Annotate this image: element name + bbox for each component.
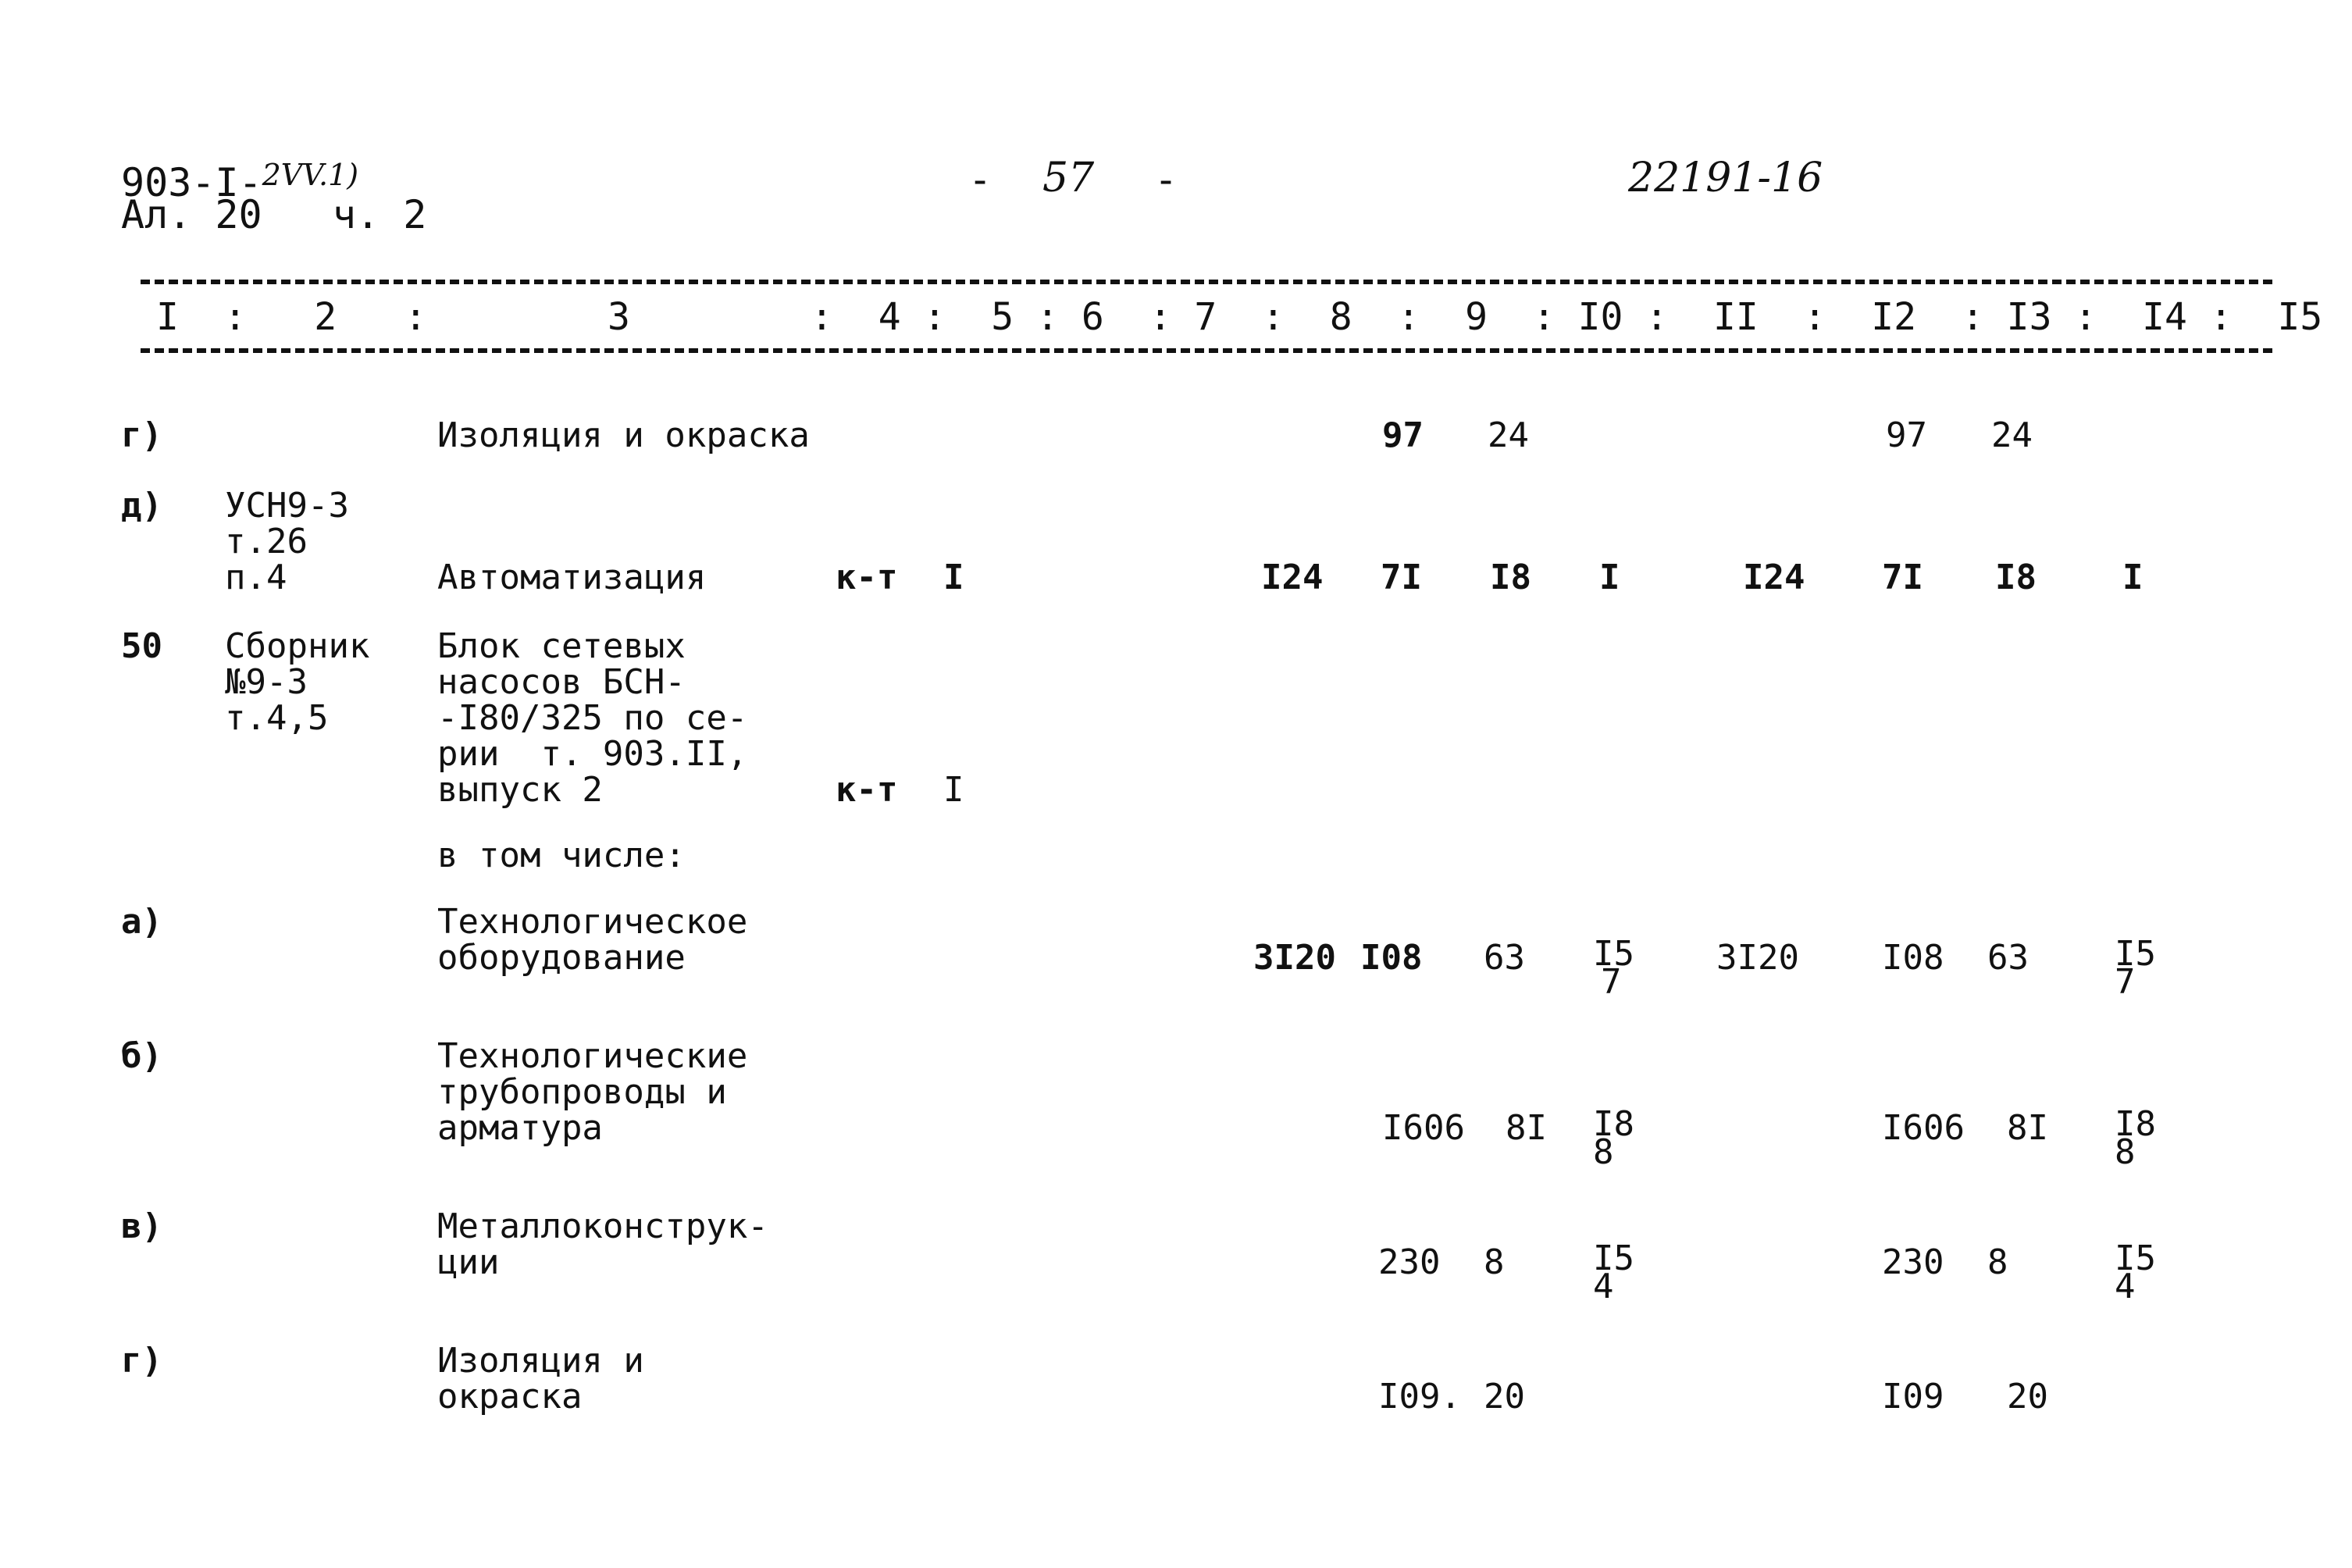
cell-col14: 63: [1987, 938, 2029, 978]
row-quantity: I: [943, 558, 964, 597]
row-marker: в): [121, 1206, 162, 1246]
cell-line: I8: [1593, 1104, 1634, 1144]
cell-col13: 7I: [1882, 558, 1923, 597]
row-marker: г): [121, 415, 162, 455]
name-line: насосов БСН-: [437, 662, 686, 702]
name-line: ции: [437, 1242, 500, 1282]
cell-line: I5: [2115, 934, 2156, 974]
cell-col12: 3I20: [1716, 938, 1799, 978]
cell-line: 4: [2115, 1267, 2136, 1306]
reference-line: п.4: [225, 558, 287, 597]
cell-line: I5: [1593, 1238, 1634, 1278]
row-name: [437, 1206, 768, 1282]
archive-number: 22191-16: [1628, 155, 1823, 201]
cell-col9: 7I: [1381, 558, 1422, 597]
name-line: окраска: [437, 1377, 583, 1417]
column-header-row: I : 2 : 3 : 4 : 5 : 6 : 7 : 8 : 9 : I0 : II : I2 : I3 : I4 : I5: [156, 295, 2323, 339]
cell-line: 8: [2115, 1132, 2136, 1172]
row-quantity: I: [943, 770, 964, 810]
cell-line: I5: [1593, 934, 1634, 974]
cell-line: 8: [1593, 1132, 1614, 1172]
name-line: выпуск 2: [437, 770, 603, 810]
cell-line: 7: [1601, 962, 1622, 1002]
cell-col11: [1593, 1104, 1634, 1172]
name-line: Изоляция и: [437, 1341, 644, 1381]
cell-col8: 3I20: [1253, 938, 1336, 978]
name-line: арматура: [437, 1108, 603, 1148]
reference-line: Сборник: [225, 626, 370, 666]
name-line: трубопроводы и: [437, 1072, 727, 1112]
page-number: 57: [1042, 155, 1095, 201]
row-reference: [225, 626, 370, 738]
row-name: Автоматизация: [437, 558, 707, 597]
cell-line: I8: [2115, 1104, 2156, 1144]
cell-col10: 24: [1488, 415, 1529, 455]
cell-col9: I08: [1360, 938, 1423, 978]
cell-col9: 230: [1378, 1242, 1441, 1282]
cell-col11: [1593, 1238, 1634, 1306]
row-marker: д): [121, 486, 162, 526]
row-unit: к-т: [836, 770, 898, 810]
header-bottom-rule: [141, 348, 2272, 353]
row-marker: а): [121, 902, 162, 942]
row-marker: г): [121, 1341, 162, 1381]
including-label: в том числе:: [437, 836, 686, 875]
cell-col8: I24: [1261, 558, 1324, 597]
page-dash-left: -: [968, 157, 992, 202]
row-name: [437, 1036, 748, 1148]
cell-col11: I: [1599, 558, 1620, 597]
cell-col10: I8: [1490, 558, 1531, 597]
row-unit: к-т: [836, 558, 898, 597]
cell-col10: 8I: [1506, 1108, 1547, 1148]
name-line: Технологическое: [437, 902, 748, 942]
cell-col13: I09: [1882, 1377, 1944, 1417]
cell-col9: I09.: [1378, 1377, 1461, 1417]
cell-col10: 8: [1484, 1242, 1505, 1282]
sheet-line: Ал. 20 ч. 2: [121, 192, 427, 237]
name-line: Блок сетевых: [437, 626, 686, 666]
reference-line: т.4,5: [225, 698, 329, 738]
cell-col10: 63: [1484, 938, 1525, 978]
cell-col14: I8: [1995, 558, 2037, 597]
cell-col15: [2115, 934, 2156, 1002]
cell-line: 4: [1593, 1267, 1614, 1306]
row-name: [437, 626, 748, 810]
cell-col15: I: [2122, 558, 2144, 597]
cell-col14: 20: [2007, 1377, 2048, 1417]
cell-col15: [2115, 1238, 2156, 1306]
cell-col13: 97: [1886, 415, 1927, 455]
row-name: [437, 904, 747, 976]
name-line: оборудование: [437, 938, 686, 978]
cell-col10: 20: [1484, 1377, 1525, 1417]
cell-col12: I24: [1743, 558, 1805, 597]
cell-col14: 24: [1991, 415, 2033, 455]
row-number: 50: [121, 626, 162, 666]
header-top-rule: [141, 280, 2272, 284]
cell-col13: I606: [1882, 1108, 1965, 1148]
row-name: [437, 1343, 644, 1415]
cell-line: I5: [2115, 1238, 2156, 1278]
page-dash-right: -: [1154, 157, 1178, 202]
reference-line: УСН9-3: [225, 486, 349, 526]
name-line: Металлоконструк-: [437, 1206, 768, 1246]
cell-col13: I08: [1882, 938, 1944, 978]
row-reference: [225, 488, 349, 596]
reference-line: №9-3: [225, 662, 308, 702]
document-code-prefix: 903-I-: [121, 160, 262, 205]
document-code-handwritten: 2VV.1): [262, 158, 359, 192]
reference-line: т.26: [225, 522, 308, 561]
cell-col11: [1593, 934, 1634, 1002]
name-line: Технологические: [437, 1036, 748, 1076]
cell-col13: 230: [1882, 1242, 1944, 1282]
row-name: Изоляция и окраска: [437, 415, 810, 455]
row-marker: б): [121, 1036, 162, 1076]
name-line: рии т. 903.II,: [437, 734, 748, 774]
name-line: -I80/325 по се-: [437, 698, 748, 738]
cell-col9: 97: [1382, 415, 1424, 455]
cell-col14: 8: [1987, 1242, 2008, 1282]
cell-line: 7: [2115, 962, 2136, 1002]
cell-col15: [2115, 1104, 2156, 1172]
cell-col14: 8I: [2007, 1108, 2048, 1148]
cell-col9: I606: [1382, 1108, 1465, 1148]
